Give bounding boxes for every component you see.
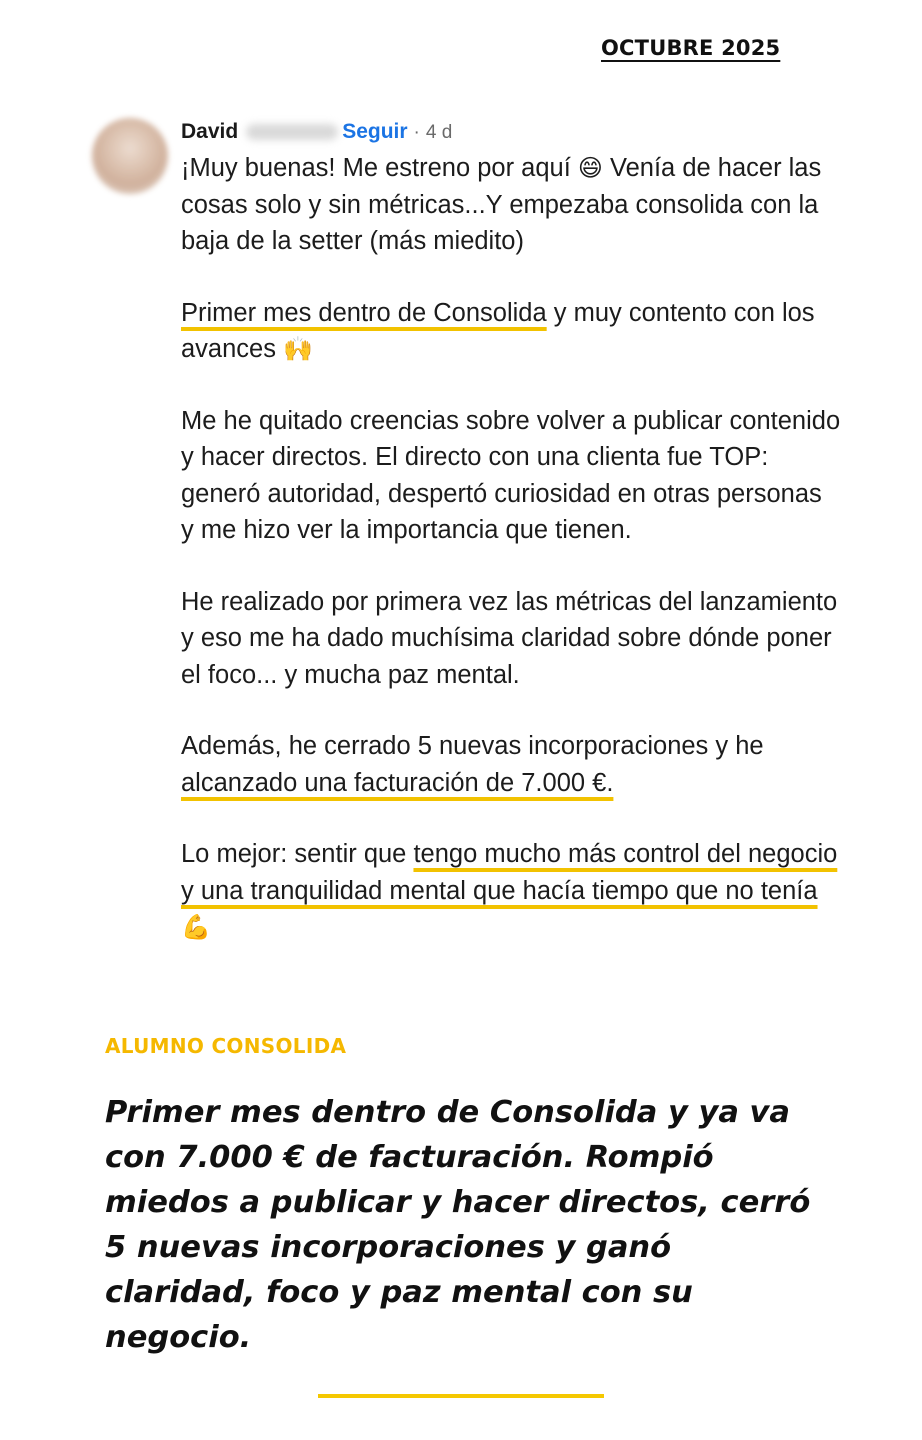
comment-paragraph [181,150,841,260]
redacted-surname [246,124,338,140]
comment-header [181,120,452,148]
follow-button[interactable]: Seguir [342,120,408,143]
grinning-face-icon: 😄 [577,154,603,182]
raising-hands-icon: 🙌 [283,335,313,363]
author-name[interactable]: David [181,120,239,143]
comment-text-segment: Además, he cerrado 5 nuevas incorporaciones y he [181,732,764,760]
date-label: OCTUBRE 2025 [601,36,781,60]
highlighted-text: alcanzado una facturación de 7.000 €. [181,768,614,797]
meta-separator: · [413,122,420,143]
flexed-biceps-icon: 💪 [181,913,211,941]
testimonial-summary: Primer mes dentro de Consolida y ya va con 7.000 € de facturación. Rompió miedos a publicar y hacer directos, cerró 5 nuevas incorporaciones y ganó claridad, foco y paz mental con su negocio. [105,1095,811,1355]
comment-text-segment: Venía de hacer las cosas solo y sin métricas...Y empezaba consolida con la baja de la setter (más miedito) [181,154,822,255]
comment-paragraph [181,836,841,946]
highlighted-text: tengo mucho más control del negocio y una tranquilidad mental que hacía tiempo que no tenía [181,840,838,905]
comment-text-segment: y muy contento con los avances [181,298,815,363]
avatar[interactable] [92,118,168,194]
comment-text [181,150,841,946]
comment-text-segment: ¡Muy buenas! Me estreno por aquí [181,154,578,182]
comment-paragraph [181,584,841,694]
comment-paragraph [181,403,841,549]
section-tag: ALUMNO CONSOLIDA [105,1034,347,1058]
highlighted-text: Primer mes dentro de Consolida [181,298,547,327]
comment-text-segment: Lo mejor: sentir que [181,840,414,868]
divider-line [318,1394,604,1398]
comment-paragraph [181,295,841,368]
comment-paragraph [181,728,841,801]
comment-text-segment: He realizado por primera vez las métricas del lanzamiento y eso me ha dado muchísima claridad sobre dónde poner el foco... y mucha paz mental. [181,587,838,689]
comment-text-segment: Me he quitado creencias sobre volver a publicar contenido y hacer directos. El directo con una clienta fue TOP: generó autoridad, despertó curiosidad en otras personas y me hizo ver la importancia que tienen. [181,406,841,544]
comment-age[interactable]: 4 d [425,122,453,143]
